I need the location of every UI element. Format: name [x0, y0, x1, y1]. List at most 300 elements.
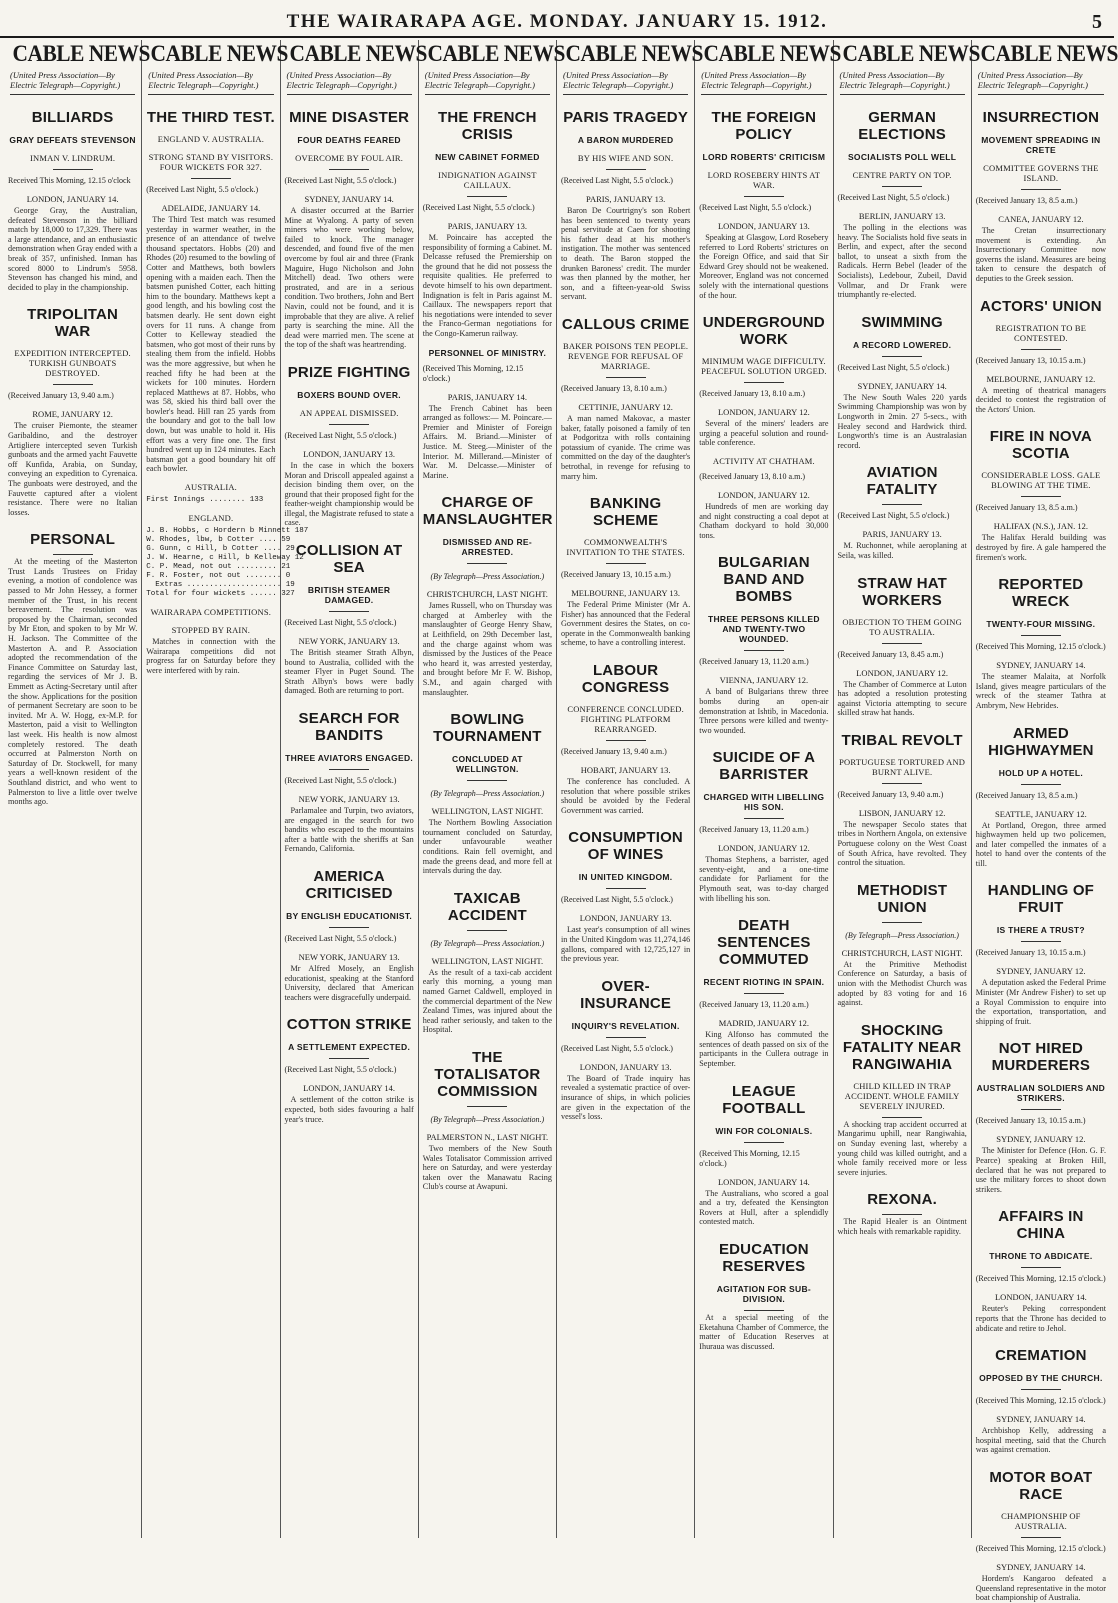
wire-credit: (By Telegraph—Press Association.): [430, 572, 545, 582]
dateline: LONDON, JANUARY 12.: [717, 843, 810, 854]
story-subheading: CHILD KILLED IN TRAP ACCIDENT. WHOLE FAMILY SEVERELY INJURED.: [844, 1080, 960, 1111]
story-subheading: ACTIVITY AT CHATHAM.: [712, 455, 815, 466]
newspaper-title: THE WAIRARAPA AGE. MONDAY. JANUARY 15. 1912.: [286, 11, 828, 32]
received-time: (Received January 13, 9.40 a.m.): [8, 391, 114, 401]
dateline: NEW YORK, JANUARY 13.: [298, 794, 400, 805]
news-story: [146, 607, 275, 675]
divider-rule: [882, 1214, 922, 1215]
story-subheading: BRITISH STEAMER DAMAGED.: [307, 585, 391, 606]
story-headline: ACTORS' UNION: [980, 297, 1102, 315]
story-body: M. Ruchonnet, while aeroplaning at Seila, was killed.: [837, 541, 967, 560]
news-story: [285, 868, 414, 1002]
received-time: (Received Last Night, 5.5 o'clock.): [284, 1065, 397, 1075]
news-story: [838, 464, 967, 560]
received-time: (Received Last Night, 5.5 o'clock.): [837, 511, 950, 521]
masthead: [0, 0, 1114, 38]
story-subheading: RECENT RIOTING IN SPAIN.: [703, 977, 825, 988]
news-story: [146, 109, 275, 474]
divider-rule: [467, 196, 507, 197]
story-body: A band of Bulgarians threw three bombs during an open-air demonstration at Ishtib, in Macedonia. Three persons were killed and twenty-two wounded.: [699, 687, 829, 735]
divider-rule: [882, 1117, 922, 1118]
story-headline: LEAGUE FOOTBALL: [722, 1082, 806, 1117]
news-story: [699, 554, 828, 735]
divider-rule: [882, 504, 922, 505]
story-subheading: A RECORD LOWERED.: [852, 339, 952, 350]
dateline: PARIS, JANUARY 13.: [862, 529, 942, 540]
received-time: (Received Last Night, 5.5 o'clock.): [561, 176, 673, 185]
story-subheading: CHARGED WITH LIBELLING HIS SON.: [703, 792, 825, 813]
story-headline: OVER-INSURANCE: [580, 977, 672, 1012]
story-body: The polling in the elections was heavy. The Socialists hold five seats in Berlin, and expect, after the second ballot, to unseat a sixth from the Radicals. Herrn Bebel (leader of the Socialists), Ledebour, Zubeil, David Vollmar, and Dr Frank were triumphantly re-elected.: [837, 223, 967, 300]
story-subheading: IS THERE A TRUST?: [996, 925, 1085, 936]
divider-rule: [1021, 496, 1061, 497]
received-time: (Received This Morning, 12.15 o'clock.): [975, 1274, 1106, 1284]
news-story: [976, 428, 1106, 562]
story-body: At Portland, Oregon, three armed highwaymen held up two policemen, and later compelled the inmates of a hotel to hand over the contents of the till.: [975, 820, 1106, 868]
news-column: [281, 40, 427, 1538]
story-subheading: AGITATION FOR SUB-DIVISION.: [716, 1284, 812, 1304]
news-column: [557, 40, 703, 1538]
story-headline: SUICIDE OF A BARRISTER: [712, 749, 816, 784]
story-body: Mr Alfred Mosely, an English educationist, speaking at the Stanford University, declared that American teachers were disgracefully underpaid.: [284, 964, 414, 1002]
press-credit: (United Press Association—By Electric Telegraph—Copyright.): [287, 70, 412, 95]
cable-news-heading: CABLE NEWS: [703, 41, 842, 66]
received-time: (Received January 13, 8.5 a.m.): [975, 196, 1078, 205]
dateline: CETTINJE, JANUARY 12.: [578, 401, 673, 412]
divider-rule: [744, 650, 784, 651]
story-subheading: REGISTRATION TO BE CONTESTED.: [995, 322, 1087, 343]
dateline: WELLINGTON, LAST NIGHT.: [431, 806, 544, 817]
news-story: [976, 882, 1106, 1026]
dateline: LONDON, JANUARY 14.: [717, 1176, 810, 1187]
story-body: Speaking at Glasgow, Lord Rosebery referred to Lord Roberts' strictures on the Foreign Office, and said that Sir Edward Grey should not be weakened. Moreover, England was not concerned solely with the international questions of the hour.: [699, 233, 829, 300]
news-story: [561, 829, 690, 963]
story-headline: TRIPOLITAN WAR: [27, 306, 119, 341]
story-subheading: AN APPEAL DISMISSED.: [299, 407, 399, 418]
story-body: A meeting of theatrical managers decided to contest the registration of the Actors' Union.: [975, 385, 1106, 414]
news-column: [4, 40, 150, 1538]
story-headline: HANDLING OF FRUIT: [987, 882, 1095, 917]
story-subheading: COMMITTEE GOVERNS THE ISLAND.: [983, 163, 1099, 183]
story-headline: THE FOREIGN POLICY: [711, 109, 817, 143]
received-time: Received This Morning, 12.15 o'clock: [8, 176, 131, 185]
story-headline: REPORTED WRECK: [998, 576, 1084, 611]
received-time: (Received This Morning, 12.15 o'clock.): [975, 1543, 1106, 1553]
received-time: (Received Last Night, 5.5 o'clock.): [837, 362, 950, 372]
news-story: [285, 542, 414, 696]
news-story: [838, 1191, 967, 1236]
story-subheading: BAKER POISONS TEN PEOPLE. REVENGE FOR REFUSAL OF MARRIAGE.: [562, 340, 689, 371]
story-subheading: INDIGNATION AGAINST CAILLAUX.: [438, 170, 537, 190]
divider-rule: [744, 196, 784, 197]
news-story: [976, 725, 1106, 869]
divider-rule: [467, 563, 507, 564]
dateline: LONDON, JANUARY 12.: [717, 489, 810, 500]
news-story: [423, 711, 552, 876]
divider-rule: [467, 1106, 507, 1107]
dateline: WELLINGTON, LAST NIGHT.: [431, 955, 544, 966]
story-body: The Chamber of Commerce at Luton has adopted a resolution protesting against Victoria attempting to secure skilled straw hat hands.: [837, 679, 967, 718]
dateline: PARIS, JANUARY 13.: [586, 194, 666, 204]
divider-rule: [1021, 349, 1061, 350]
dateline: LISBON, JANUARY 12.: [858, 807, 946, 818]
divider-rule: [1021, 1537, 1061, 1538]
story-subheading: MOVEMENT SPREADING IN CRETE: [981, 135, 1101, 155]
divider-rule: [882, 186, 922, 187]
news-story: [423, 1049, 552, 1192]
story-subheading: EXPEDITION INTERCEPTED. TURKISH GUNBOATS DESTROYED.: [14, 348, 131, 379]
news-story: [699, 314, 828, 448]
received-time: (Received Last Night, 5.5 o'clock.): [284, 934, 397, 943]
story-body: The Halifax Herald building was destroyed by fire. A gale hampered the firemen's work.: [975, 533, 1106, 562]
story-subheading: PERSONNEL OF MINISTRY.: [428, 347, 547, 358]
received-time: (Received January 13, 8.5 a.m.): [975, 503, 1078, 513]
story-body: Baron De Courtrigny's son Robert has been sentenced to twenty years penal servitude at Caen for shooting his father dead at his mother's instigation. The mother was sentenced to death. The Baron stopped the drunken Baroness' credit. The murder was then planned by the mother, her son, and a fifteen-year-old Swiss servant.: [561, 206, 691, 302]
story-headline: ARMED HIGHWAYMEN: [988, 724, 1094, 759]
story-subheading: CHAMPIONSHIP OF AUSTRALIA.: [1001, 1510, 1081, 1531]
story-subheading: SOCIALISTS POLL WELL: [847, 152, 957, 162]
cable-news-heading: CABLE NEWS: [427, 41, 565, 66]
dateline: NEW YORK, JANUARY 13.: [298, 636, 400, 647]
received-time: (Received Last Night, 5.5 o'clock.): [837, 193, 950, 202]
news-story: [699, 109, 828, 300]
story-subheading: FOUR DEATHS FEARED: [297, 135, 401, 145]
divider-rule: [882, 922, 922, 923]
received-time: (Received January 13, 8.5 a.m.): [975, 790, 1078, 800]
news-story: [146, 513, 309, 599]
story-body: Hordern's Kangaroo defeated a Queensland representative in the motor boat championship of Australia.: [975, 1573, 1106, 1603]
news-story: [8, 306, 137, 517]
story-subheading: ENGLAND V. AUSTRALIA.: [157, 134, 265, 144]
story-headline: CALLOUS CRIME: [561, 315, 690, 333]
received-time: (Received Last Night, 5.5 o'clock.): [561, 1043, 673, 1053]
story-headline: SEARCH FOR BANDITS: [298, 710, 400, 745]
story-subheading: THRONE TO ABDICATE.: [989, 1251, 1093, 1262]
news-story: [699, 1241, 828, 1351]
divider-rule: [744, 818, 784, 819]
divider-rule: [744, 382, 784, 383]
received-time: (Received January 13, 8.10 a.m.): [699, 389, 805, 399]
press-credit: (United Press Association—By Electric Telegraph—Copyright.): [425, 70, 550, 95]
received-time: (Received January 13, 8.10 a.m.): [561, 383, 667, 393]
news-story: [285, 1016, 414, 1124]
divider-rule: [882, 356, 922, 357]
story-subheading: OBJECTION TO THEM GOING TO AUSTRALIA.: [842, 616, 962, 637]
scoreboard: First Innings ........ 133: [146, 496, 264, 505]
story-subheading: LORD ROSEBERY HINTS AT WAR.: [707, 170, 821, 190]
news-story: [285, 710, 414, 854]
news-story: [838, 1022, 967, 1178]
dateline: PARIS, JANUARY 13.: [447, 221, 527, 231]
news-story: [838, 732, 967, 868]
story-headline: PERSONAL: [30, 531, 116, 549]
cable-news-heading: CABLE NEWS: [565, 41, 703, 66]
dateline: LONDON, JANUARY 12.: [717, 407, 810, 418]
divider-rule: [53, 384, 93, 385]
story-body: Matches in connection with the Wairarapa competitions did not progress far on Saturday before they were interfered with by rain.: [146, 637, 276, 675]
story-headline: SWIMMING: [861, 313, 943, 331]
story-subheading: A SETTLEMENT EXPECTED.: [288, 1042, 411, 1053]
story-body: The Board of Trade inquiry has revealed a systematic practice of over-insurance of ships, in which policies are given in the expectation of the vessel's loss.: [561, 1073, 691, 1122]
dateline: PARIS, JANUARY 14.: [447, 391, 527, 402]
news-story: [8, 531, 137, 806]
story-subheading: IN UNITED KINGDOM.: [578, 872, 673, 883]
story-body: At a special meeting of the Eketahuna Chamber of Commerce, the matter of Education Reserves at Ihuraua was discussed.: [699, 1313, 829, 1351]
received-time: (Received January 13, 8.45 a.m.): [837, 649, 944, 659]
story-headline: DEATH SENTENCES COMMUTED: [717, 917, 811, 969]
dateline: MADRID, JANUARY 12.: [718, 1018, 810, 1029]
wire-credit: (By Telegraph—Press Association.): [430, 938, 545, 948]
story-headline: BANKING SCHEME: [589, 495, 662, 530]
divider-rule: [467, 780, 507, 781]
dateline: MELBOURNE, JANUARY 12.: [986, 373, 1096, 384]
story-headline: TAXICAB ACCIDENT: [447, 889, 527, 924]
story-subheading: COMMONWEALTH'S INVITATION TO THE STATES.: [566, 537, 685, 558]
dateline: SYDNEY, JANUARY 12.: [996, 966, 1086, 977]
story-body: A deputation asked the Federal Prime Minister (Mr Andrew Fisher) to set up a Royal Commission to enquire into the exportation, transportation, and shipping of fruit.: [975, 978, 1106, 1026]
page-number: 5: [1092, 11, 1102, 33]
story-subheading: ENGLAND.: [188, 513, 234, 524]
story-subheading: PORTUGUESE TORTURED AND BURNT ALIVE.: [839, 756, 966, 777]
received-time: (Received January 13, 8.10 a.m.): [699, 471, 805, 481]
dateline: CANEA, JANUARY 12.: [998, 214, 1084, 224]
divider-rule: [744, 1142, 784, 1143]
story-body: A man named Makovac, a master baker, fatally poisoned a family of ten at Podgoritza with rolls containing potassium of cyanide. The crime was committed on the day of the daughter's betrothal, in revenge for refusing to marry him.: [561, 413, 691, 481]
received-time: (Received January 13, 11.20 a.m.): [699, 657, 809, 667]
news-story: [561, 109, 690, 302]
story-headline: STRAW HAT WORKERS: [857, 574, 948, 609]
story-body: In the case in which the boxers Moran and Driscoll appealed against a decision binding them over, on the ground that their proposed fight for the feather-weight championship would be illegal, the Magistrate refused to state a case.: [284, 460, 414, 528]
story-body: The Third Test match was resumed yesterday in warmer weather, in the presence of an attendance of twelve thousand spectators. Hobbs (20) and Rhodes (20) resumed to the bowling of Cotter and Matthews, both bowlers opening with a maiden each. Then the batsmen punished Cotter, each hitting him to the boundary. Matthews kept a good length, and his bowling cost the batsmen dearly. He sent down eight overs for 11 runs. A change from Cotter to Kelleway steadied the batsmen, who got most of their runs by stealing them from the infield. Hobbs was the more aggressive, but when he reached fifty he had been at the wickets for 100 minutes. Hordern replaced Matthews at 87. Hobbs, who was 58, skied his third ball over the bowler's head. Hill ran 25 yards from the boundary and got to the ball low down, but was unable to hold it. His effort was a very fine one. The first hundred went up in 124 minutes. Each batsman got a good boundary hit off each bowler.: [146, 215, 276, 474]
story-body: The Cretan insurrectionary movement is extending. An Insurrectionary Committee now governs the island. Measures are being taken to censure the despatch of deputies to the Greek session.: [975, 226, 1106, 283]
news-story: [838, 882, 967, 1008]
dateline: LONDON, JANUARY 14.: [303, 1083, 396, 1094]
story-body: Reuter's Peking correspondent reports that the Throne has decided to abdicate and retire to Jehol.: [975, 1304, 1106, 1333]
dateline: LONDON, JANUARY 13.: [303, 448, 396, 459]
story-headline: BILLIARDS: [31, 109, 114, 126]
story-subheading: THREE PERSONS KILLED AND TWENTY-TWO WOUNDED.: [707, 614, 820, 645]
news-story: [8, 109, 137, 292]
divider-rule: [882, 643, 922, 644]
story-body: The Federal Prime Minister (Mr A. Fisher) has announced that the Federal Government desires the States, on co-operate in the Commonwealth banking scheme, to have a controlling interest.: [561, 600, 691, 648]
divider-rule: [882, 783, 922, 784]
dateline: BERLIN, JANUARY 13.: [858, 211, 946, 221]
news-story: [699, 917, 828, 1068]
news-story: [699, 1083, 828, 1227]
story-body: The conference has concluded. A resolution that where possible strikes should be avoided by the Federal Government was carried.: [561, 777, 691, 815]
story-headline: UNDERGROUND WORK: [702, 314, 825, 349]
received-time: (Received January 13, 9.40 a.m.): [561, 747, 667, 757]
story-subheading: WIN FOR COLONIALS.: [715, 1125, 813, 1136]
story-body: The Northern Bowling Association tournament concluded on Saturday, under unfavourable weather conditions. Rain fell overnight, and made the greens dead, and more fell at intervals during the day.: [422, 818, 552, 876]
news-column: [972, 40, 1118, 1603]
news-story: [146, 482, 275, 505]
story-subheading: HOLD UP A HOTEL.: [998, 767, 1084, 778]
story-headline: AMERICA CRITICISED: [305, 868, 393, 902]
story-subheading: AUSTRALIAN SOLDIERS AND STRIKERS.: [976, 1083, 1106, 1104]
dateline: HOBART, JANUARY 13.: [580, 765, 671, 776]
story-body: M. Poincaire has accepted the responsibility of forming a Cabinet. M. Delcasse refused the Premiership on the ground that he did not possess the requisite qualities. He preferred to devote himself to his own department. Indignation is felt in Paris against M. Caillaux. The newspapers report that his negotiations were intended to sever the Franco-German negotiations for the Congo-Kamerun railway.: [422, 233, 552, 338]
received-time: (Received Last Night, 5.5 o'clock.): [284, 430, 397, 440]
cable-news-heading: CABLE NEWS: [150, 41, 289, 66]
story-body: Parlamalee and Turpin, two aviators, are engaged in the search for two bandits who escaped to the mountains after a battle with the sheriffs at San Fernando, California.: [284, 806, 414, 854]
story-subheading: TWENTY-FOUR MISSING.: [986, 619, 1096, 630]
dateline: PALMERSTON N., LAST NIGHT.: [426, 1131, 549, 1142]
press-credit: (United Press Association—By Electric Telegraph—Copyright.): [148, 70, 273, 95]
story-body: The newspaper Secolo states that tribes in Northern Angola, on extensive Portuguese colony on the West Coast of South Africa, have revolted. They control the situation.: [837, 819, 967, 868]
news-story: [699, 456, 828, 540]
story-body: Archbishop Kelly, addressing a hospital meeting, said that the Church was against cremation.: [975, 1426, 1106, 1455]
story-headline: FIRE IN NOVA SCOTIA: [989, 428, 1092, 463]
divider-rule: [329, 611, 369, 612]
wire-credit: (By Telegraph—Press Association.): [430, 1114, 545, 1124]
divider-rule: [329, 1058, 369, 1059]
story-body: Several of the miners' leaders are urging a peaceful solution and round-table conference.: [699, 419, 829, 448]
received-time: (Received January 13, 10.15 a.m.): [975, 1116, 1086, 1126]
story-body: King Alfonso has commuted the sentences of death passed on six of the participants in the Cullera outrage in September.: [699, 1030, 829, 1069]
divider-rule: [606, 740, 646, 741]
story-body: The cruiser Piemonte, the steamer Garibaldino, and the destroyer Artigliere intercepted seven Turkish gunboats and the armed yacht Fauvette off Kunfida, Arabia, on Sunday, conveying an expedition to Cyrenaica. The gunboats were destroyed, and the Fauvette captured after a violent resistance. There were no Italian losses.: [8, 421, 138, 517]
news-story: [976, 1469, 1106, 1603]
story-headline: COLLISION AT SEA: [295, 542, 403, 577]
story-headline: AFFAIRS IN CHINA: [998, 1208, 1084, 1243]
story-headline: BULGARIAN BAND AND BOMBS: [717, 554, 810, 606]
story-body: At the meeting of the Masterton Trust Lands Trustees on Friday evening, a motion of condolence was passed to Mr John Hessey, a former member of the Trust, in his recent bereavement. The resolution was proposed by the Chairman, seconded by Mr Eton, and spoken to by Mr W. H. Jackson. The Committee of the Masterton A. and P. Association adopted the recommendation of the Finance Committee on Saturday last, regarding the services of Mr J. B. Emmett as Acting-Secretary until after the show. Applications for the position of permanent Secretary are soon to be invited. Mr A. W. Hogg, ex-M.P. for Masterton, paid a visit to Wellington last week. His health is now almost completely restored. The death occurred at Palmerston North on Saturday of Dr. Stockwell, for many years a well-known resident of the Southland district, and who went to Palmerston to live a little over twelve months ago.: [8, 557, 138, 807]
story-subheading: LORD ROBERTS' CRITICISM: [702, 152, 826, 162]
story-body: As the result of a taxi-cab accident early this morning, a young man named Garnet Caldwell, employed in the commercial department of the New Zealand Times, was injured about the head rather seriously, and taken to the Hospital.: [422, 967, 552, 1035]
received-time: (Received January 13, 10.15 a.m.): [975, 948, 1086, 958]
dateline: LONDON, JANUARY 13.: [579, 913, 672, 924]
story-body: The Minister for Defence (Hon. G. F. Pearce) speaking at Broken Hill, declared that he was not prepared to use the military forces to shoot down strikers.: [975, 1146, 1106, 1194]
story-subheading: STRONG STAND BY VISITORS. FOUR WICKETS FOR 327.: [148, 152, 274, 172]
story-body: A settlement of the cotton strike is expected, both sides favouring a half year's truce.: [284, 1095, 414, 1124]
story-subheading: INQUIRY'S REVELATION.: [571, 1020, 680, 1031]
story-headline: GERMAN ELECTIONS: [858, 109, 946, 143]
received-time: (Received January 13, 11.20 a.m.): [699, 1000, 809, 1010]
divider-rule: [1021, 189, 1061, 190]
received-time: (Received January 13, 10.15 a.m.): [561, 570, 671, 580]
story-subheading: STOPPED BY RAIN.: [171, 625, 251, 636]
dateline: ADELAIDE, JANUARY 14.: [161, 203, 261, 213]
story-headline: BOWLING TOURNAMENT: [433, 711, 542, 746]
story-body: The steamer Malaita, at Norfolk Island, gives meagre particulars of the wreck of the steamer Tathra at Ambrym, New Hebrides.: [975, 672, 1106, 710]
story-body: The New South Wales 220 yards Swimming Championship was won by Longworth in 2min. 27 5-secs., with Healey second and Hardwick third. Longworth's time is an Australasian record.: [837, 392, 967, 450]
story-headline: MOTOR BOAT RACE: [989, 1468, 1093, 1503]
divider-rule: [1021, 784, 1061, 785]
story-headline: MINE DISASTER: [289, 109, 410, 126]
news-story: [976, 298, 1106, 415]
divider-rule: [1021, 941, 1061, 942]
story-headline: NOT HIRED MURDERERS: [991, 1040, 1091, 1075]
dateline: CHRISTCHURCH, LAST NIGHT.: [426, 589, 548, 600]
press-credit: (United Press Association—By Electric Telegraph—Copyright.): [840, 70, 965, 95]
received-time: (Received January 13, 9.40 a.m.): [837, 789, 944, 799]
dateline: LONDON, JANUARY 14.: [994, 1292, 1087, 1303]
story-headline: THE THIRD TEST.: [146, 109, 275, 126]
divider-rule: [53, 554, 93, 555]
news-story: [285, 109, 414, 350]
story-subheading: CENTRE PARTY ON TOP.: [852, 170, 952, 180]
dateline: MELBOURNE, JANUARY 13.: [571, 588, 681, 599]
dateline: LONDON, JANUARY 13.: [717, 221, 810, 231]
news-story: [561, 978, 690, 1122]
story-subheading: AUSTRALIA.: [184, 482, 238, 493]
received-time: (Received Last Night, 5.5 o'clock.): [284, 618, 397, 628]
story-headline: THE TOTALISATOR COMMISSION: [434, 1048, 541, 1100]
story-headline: TRIBAL REVOLT: [841, 731, 963, 749]
divider-rule: [606, 563, 646, 564]
received-time: (Received Last Night, 5.5 o'clock.): [561, 895, 673, 905]
news-story: [423, 109, 552, 339]
story-headline: SHOCKING FATALITY NEAR RANGIWAHIA: [842, 1021, 962, 1073]
news-story: [976, 1347, 1106, 1455]
divider-rule: [1021, 1109, 1061, 1110]
dateline: VIENNA, JANUARY 12.: [719, 675, 809, 686]
news-story: [976, 1208, 1106, 1333]
scoreboard: J. B. Hobbs, c Hordern b Minnett 187 W. Rhodes, lbw, b Cotter .... 59 G. Gunn, c Hill, b Cotter .... 29 J. W. Hearne, c Hill, b Kelleway 12 C. P. Mead, not out ......... 21 F. R. Foster, not out ........ 0 Extras ..................... 19 Total for four wickets ...... 327: [146, 527, 309, 599]
divider-rule: [1021, 1267, 1061, 1268]
news-columns: [4, 40, 1118, 1603]
story-body: A disaster occurred at the Barrier Mine at Wyalong. A party of seven miners who were working below, failed to knock. The manager descended, and found five of the men overcome by foul air and three (Frank Maguire, Hugo Nicholson and John Mitchell) dead. Two others were prostrated, and are in a serious condition. Two brothers, John and Bert Navin, could not be found, and it is improbable that they are alive. A relief party is searching the mine. All the dead were married men. The scene at the top of the shaft was heartrending.: [284, 206, 414, 350]
story-subheading: CONFERENCE CONCLUDED. FIGHTING PLATFORM REARRANGED.: [567, 704, 684, 735]
cable-news-heading: CABLE NEWS: [289, 41, 427, 66]
dateline: LONDON, JANUARY 14.: [26, 194, 119, 204]
news-story: [838, 314, 967, 451]
story-headline: LABOUR CONGRESS: [581, 662, 670, 697]
received-time: (Received January 13, 11.20 a.m.): [699, 825, 809, 835]
received-time: (Received This Morning, 12.15 o'clock.): [422, 363, 524, 383]
divider-rule: [53, 169, 93, 170]
story-subheading: OVERCOME BY FOUL AIR.: [295, 153, 404, 163]
divider-rule: [606, 1037, 646, 1038]
story-body: The Australians, who scored a goal and a try, defeated the Kensington Rovers at Hull, after a splendidly contested match.: [699, 1188, 829, 1227]
press-credit: (United Press Association—By Electric Telegraph—Copyright.): [701, 70, 826, 95]
story-headline: PARIS TRAGEDY: [563, 109, 689, 126]
dateline: CHRISTCHURCH, LAST NIGHT.: [841, 947, 963, 958]
story-headline: CHARGE OF MANSLAUGHTER: [422, 494, 553, 529]
story-subheading: INMAN V. LINDRUM.: [29, 153, 116, 163]
dateline: SYDNEY, JANUARY 14.: [304, 194, 394, 204]
dateline: LONDON, JANUARY 12.: [856, 667, 949, 678]
story-subheading: MINIMUM WAGE DIFFICULTY. PEACEFUL SOLUTION URGED.: [701, 356, 827, 377]
received-time: (Received Last Night, 5.5 o'clock.): [422, 203, 535, 212]
news-column: [419, 40, 565, 1538]
story-subheading: DISMISSED AND RE-ARRESTED.: [442, 537, 533, 558]
divider-rule: [744, 993, 784, 994]
news-story: [423, 348, 552, 481]
cable-news-heading: CABLE NEWS: [12, 41, 150, 66]
dateline: HALIFAX (N.S.), JAN. 12.: [993, 521, 1089, 532]
story-body: Thomas Stephens, a barrister, aged seventy-eight, and a one-time candidate for Parliament for the Plymouth seat, was to-day charged with libelling his son.: [699, 855, 829, 903]
news-story: [976, 576, 1106, 710]
dateline: SYDNEY, JANUARY 12.: [996, 1134, 1086, 1145]
dateline: LONDON, JANUARY 13.: [579, 1061, 672, 1072]
news-story: [561, 316, 690, 481]
story-subheading: NEW CABINET FORMED: [435, 152, 540, 162]
divider-rule: [606, 169, 646, 170]
received-time: (Received This Morning, 12.15 o'clock.): [975, 1396, 1106, 1406]
story-headline: THE FRENCH CRISIS: [438, 109, 537, 143]
divider-rule: [329, 424, 369, 425]
story-subheading: CONCLUDED AT WELLINGTON.: [452, 754, 523, 775]
divider-rule: [1021, 635, 1061, 636]
dateline: SYDNEY, JANUARY 14.: [857, 380, 947, 391]
divider-rule: [329, 927, 369, 928]
news-column: [695, 40, 842, 1538]
story-subheading: BOXERS BOUND OVER.: [297, 389, 401, 400]
divider-rule: [329, 169, 369, 170]
cable-news-heading: CABLE NEWS: [842, 41, 980, 66]
